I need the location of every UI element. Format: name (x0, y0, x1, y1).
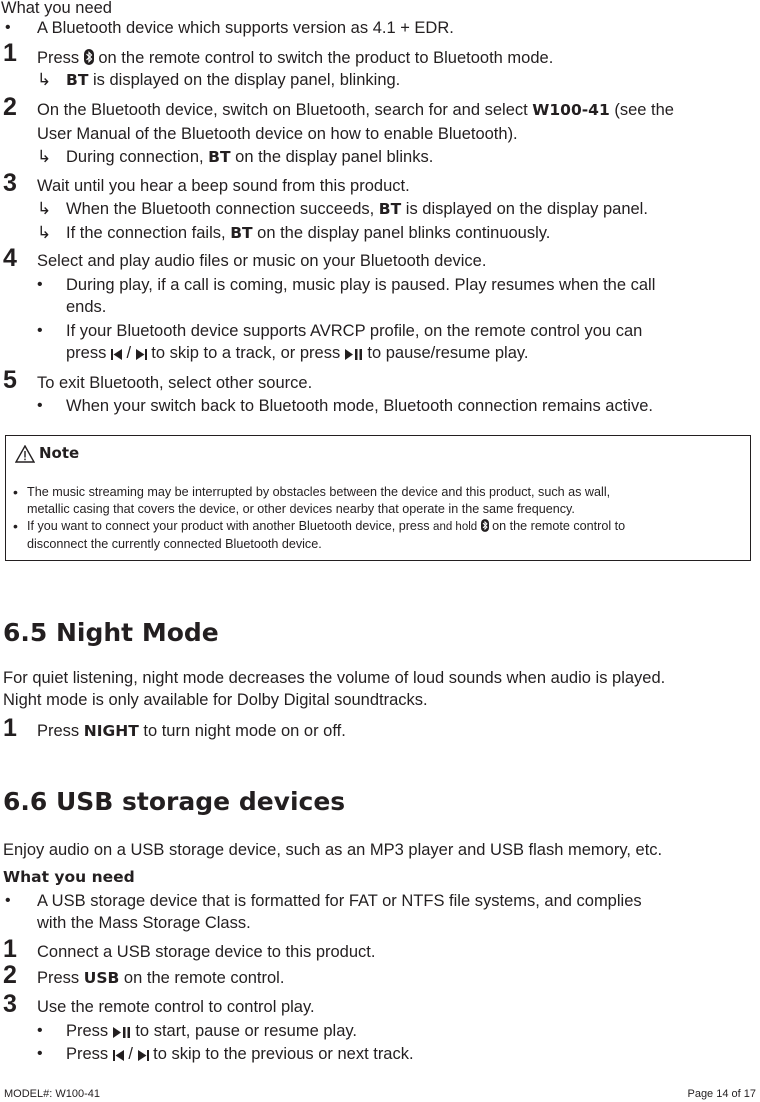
night-mode-step: Press NIGHT to turn night mode on or off. (37, 722, 346, 740)
arrow-icon: ↳ (37, 223, 52, 242)
warning-icon (15, 445, 35, 468)
note-item-1-cont: metallic casing that covers the device, or other devices nearby that operate in the same frequency. (27, 502, 575, 516)
bullet: • (37, 397, 43, 414)
bullet: • (37, 322, 43, 339)
bullet: • (37, 1022, 43, 1039)
night-mode-heading: 6.5 Night Mode (3, 618, 219, 647)
footer-model: MODEL#: W100-41 (4, 1088, 100, 1100)
bullet: • (37, 276, 43, 293)
usb-intro: Enjoy audio on a USB storage device, such as an MP3 player and USB flash memory, etc. (3, 841, 663, 859)
play-pause-icon (345, 345, 363, 365)
bullet: • (13, 518, 18, 534)
step-number: 2 (3, 961, 17, 989)
play-pause-icon (113, 1023, 131, 1043)
bullet: • (5, 892, 11, 909)
step-number: 3 (3, 169, 17, 197)
step-4-bullet-2-cont: press / to skip to a track, or press to pause/resume play. (66, 343, 528, 365)
bluetooth-icon (84, 49, 94, 70)
note-item-2-cont: disconnect the currently connected Bluetooth device. (27, 537, 322, 551)
what-you-need-heading: What you need (1, 0, 112, 17)
step-2-text-cont: User Manual of the Bluetooth device on how to enable Bluetooth). (37, 125, 518, 143)
bullet: • (13, 484, 18, 500)
bullet: • (37, 1045, 43, 1062)
step-number: 1 (3, 935, 17, 963)
step-1-text: Press on the remote control to switch the product to Bluetooth mode. (37, 48, 553, 70)
next-icon (138, 1046, 149, 1066)
step-3-text: Wait until you hear a beep sound from this product. (37, 177, 410, 195)
step-5-text: To exit Bluetooth, select other source. (37, 374, 313, 392)
step-2-text: On the Bluetooth device, switch on Bluetooth, search for and select W100-41 (see the (37, 101, 674, 119)
next-icon (136, 345, 147, 365)
step-number: 1 (3, 714, 17, 742)
usb-requirement: A USB storage device that is formatted for FAT or NTFS file systems, and complies (37, 892, 642, 910)
step-number: 4 (3, 244, 17, 272)
usb-step-3: Use the remote control to control play. (37, 998, 315, 1016)
step-3-success: When the Bluetooth connection succeeds, BT is displayed on the display panel. (66, 200, 648, 218)
step-2-result: During connection, BT on the display panel blinks. (66, 148, 434, 166)
step-1-result: BT is displayed on the display panel, blinking. (66, 71, 401, 89)
bullet: • (5, 19, 11, 36)
step-4-text: Select and play audio files or music on your Bluetooth device. (37, 252, 487, 270)
usb-what-you-need: What you need (3, 868, 135, 886)
usb-bullet-2: Press / to skip to the previous or next track. (66, 1044, 414, 1066)
usb-step-2: Press USB on the remote control. (37, 969, 285, 987)
usb-step-1: Connect a USB storage device to this product. (37, 943, 376, 961)
step-5-bullet: When your switch back to Bluetooth mode, Bluetooth connection remains active. (66, 397, 653, 415)
usb-requirement-cont: with the Mass Storage Class. (37, 914, 251, 932)
arrow-icon: ↳ (37, 70, 52, 89)
arrow-icon: ↳ (37, 147, 52, 166)
requirement-text: A Bluetooth device which supports version as 4.1 + EDR. (37, 19, 454, 37)
footer-page-number: Page 14 of 17 (687, 1088, 756, 1100)
bluetooth-icon (481, 519, 489, 537)
step-4-bullet-1-cont: ends. (66, 298, 107, 316)
arrow-icon: ↳ (37, 199, 52, 218)
usb-bullet-1: Press to start, pause or resume play. (66, 1021, 357, 1043)
step-number: 2 (3, 93, 17, 121)
night-mode-paragraph-1: For quiet listening, night mode decreases the volume of loud sounds when audio is played. (3, 669, 666, 687)
step-4-bullet-2: If your Bluetooth device supports AVRCP profile, on the remote control you can (66, 322, 643, 340)
step-4-bullet-1: During play, if a call is coming, music play is paused. Play resumes when the call (66, 276, 656, 294)
night-mode-paragraph-2: Night mode is only available for Dolby Digital soundtracks. (3, 691, 428, 709)
previous-icon (111, 345, 122, 365)
usb-heading: 6.6 USB storage devices (3, 787, 346, 816)
step-3-failure: If the connection fails, BT on the display panel blinks continuously. (66, 224, 551, 242)
step-number: 1 (3, 39, 17, 67)
step-number: 3 (3, 990, 17, 1018)
note-item-2: If you want to connect your product with another Bluetooth device, press and hold on the remote control to (27, 517, 625, 537)
note-title: Note (39, 444, 80, 462)
note-box (5, 435, 751, 561)
previous-icon (113, 1046, 124, 1066)
step-number: 5 (3, 366, 17, 394)
note-item-1: The music streaming may be interrupted by obstacles between the device and this product, such as wall, (27, 485, 611, 499)
